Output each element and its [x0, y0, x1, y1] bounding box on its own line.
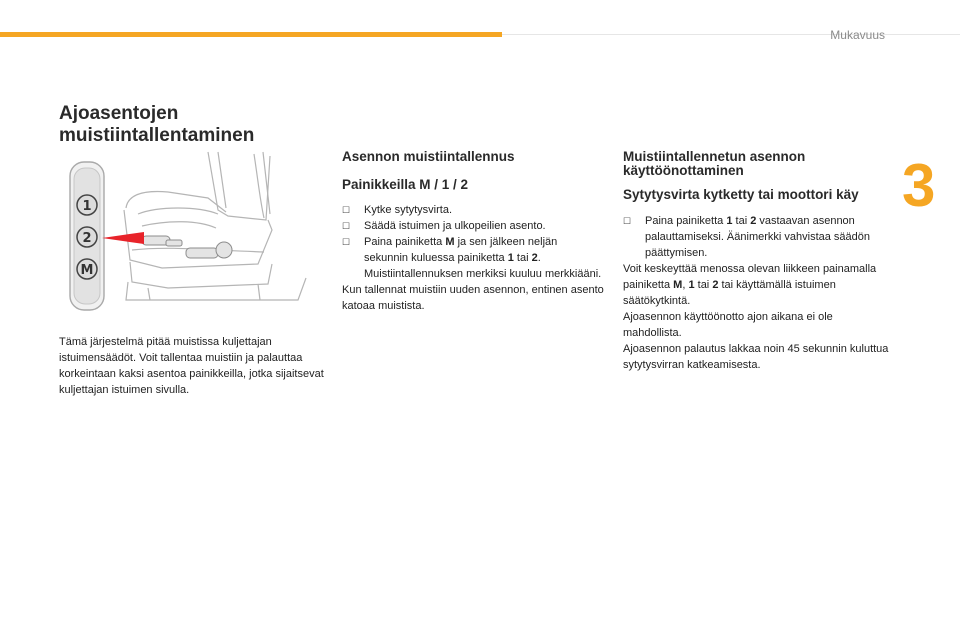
checkbox-icon: ☐: [623, 215, 632, 226]
page-title: Ajoasentojen muistiintallentaminen: [59, 103, 255, 146]
store-step-1: ☐ Kytke sytytysvirta.: [342, 204, 453, 217]
checkbox-icon: ☐: [342, 205, 351, 216]
top-divider-line: [502, 34, 960, 35]
red-pointer-arrow: [102, 232, 144, 244]
recall-driving-note: Ajoasennon käyttöönotto ajon aikana ei ole mahdollista.: [623, 310, 833, 339]
checkbox-icon: ☐: [342, 237, 351, 248]
store-note: Kun tallennat muistiin uuden asennon, entinen asento katoaa muistista.: [342, 284, 604, 313]
memory-button-m-label: M: [80, 263, 94, 278]
seat-outline: [124, 152, 306, 300]
top-accent-bar: [0, 32, 502, 37]
recall-step-1: ☐ Paina painiketta 1 tai 2 vastaavan asennon palauttamiseksi. Äänimerkki vahvistaa säädön päättymisen.: [623, 214, 871, 259]
store-heading: Asennon muistiintallennus: [342, 149, 515, 164]
checkbox-icon: ☐: [342, 221, 351, 232]
seat-memory-figure: [58, 150, 316, 314]
store-position-section: [342, 150, 604, 314]
recall-interrupt-text: Voit keskeyttää menossa olevan liikkeen painamalla painiketta M, 1 tai 2 tai käyttämällä istuimen säätökytkintä.: [623, 262, 877, 307]
seat-side-switches: [142, 236, 232, 258]
store-subheading: Painikkeilla M / 1 / 2: [342, 177, 469, 193]
store-step-2: ☐ Säädä istuimen ja ulkopeilien asento.: [342, 220, 546, 233]
store-steps: [342, 202, 604, 282]
memory-button-1-label: 1: [82, 199, 92, 214]
intro-text: Tämä järjestelmä pitää muistissa kuljettajan istuimensäädöt. Voit tallentaa muistiin ja palauttaa korkeintaan kaksi asentoa painikkeilla, jotka sijaitsevat kuljettajan istuimen sivulla.: [59, 336, 324, 396]
section-header: Mukavuus: [830, 28, 885, 42]
seat-illustration: [58, 150, 316, 314]
store-step-3: ☐ Paina painiketta M ja sen jälkeen neljän sekunnin kuluessa painiketta 1 tai 2. Muistiintallennuksen merkiksi kuuluu merkkiääni.: [342, 236, 602, 281]
recall-timeout-note: Ajoasennon palautus lakkaa noin 45 sekunnin kuluttua sytytysvirran katkeamisesta.: [623, 342, 889, 371]
recall-subheading: Sytytysvirta kytketty tai moottori käy: [623, 187, 859, 203]
recall-heading: Muistiintallennetun asennon käyttöönottaminen: [623, 149, 806, 179]
recall-steps: [623, 213, 891, 261]
recall-position-section: [623, 150, 891, 373]
memory-button-2-label: 2: [82, 231, 92, 246]
chapter-number: 3: [902, 152, 936, 219]
